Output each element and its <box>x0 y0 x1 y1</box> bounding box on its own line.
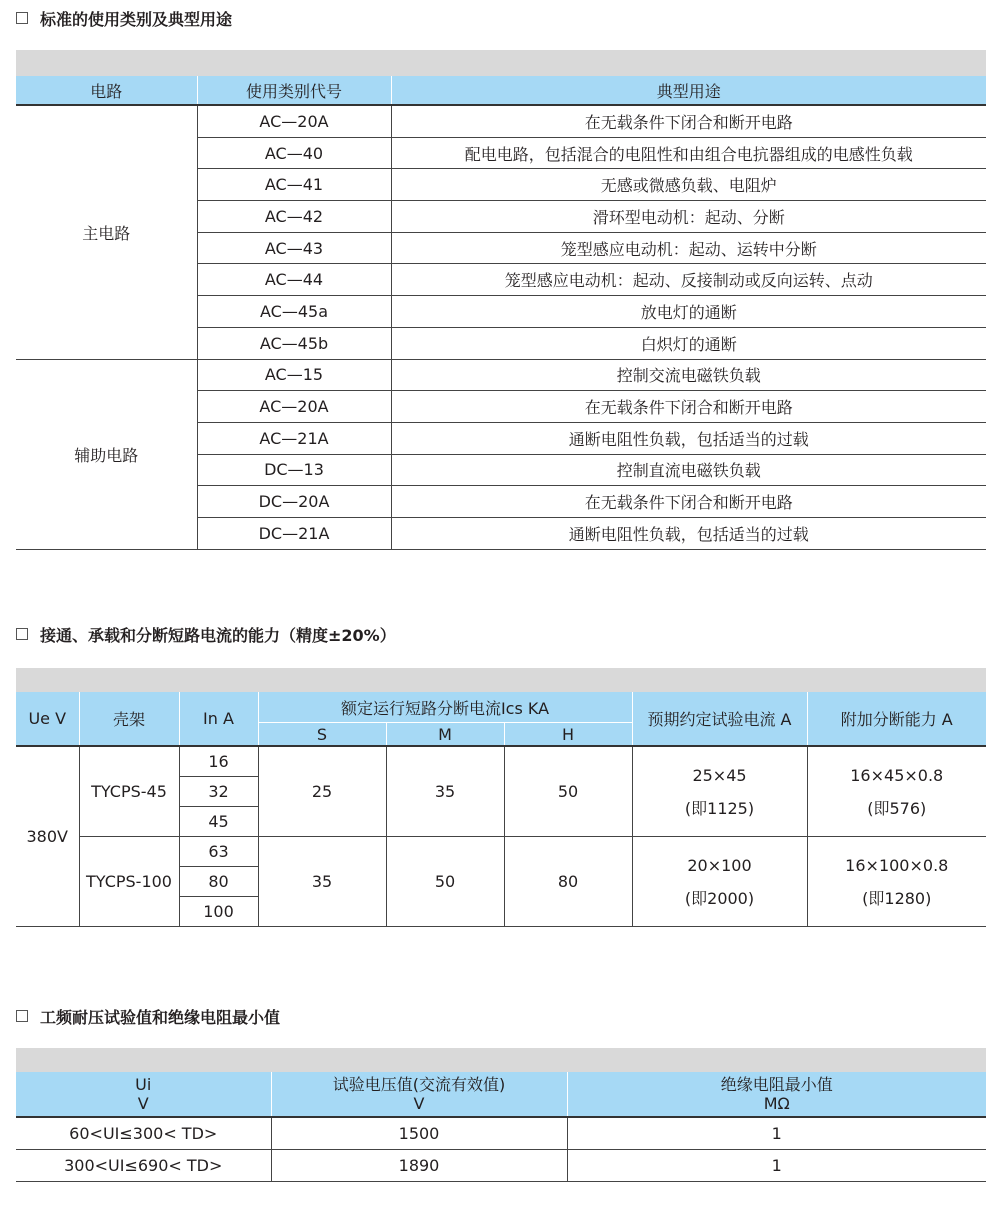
circuit-cell-auxiliary: 辅助电路 <box>16 359 197 549</box>
code-cell: AC—44 <box>197 264 391 296</box>
code-cell: AC—43 <box>197 232 391 264</box>
header-m: M <box>386 723 504 747</box>
h-cell: 80 <box>504 837 632 927</box>
use-cell: 滑环型电动机：起动、分断 <box>391 201 986 233</box>
header-ue: Ue V <box>16 692 79 746</box>
breaking-capacity-table <box>16 692 986 927</box>
code-cell: DC—13 <box>197 454 391 486</box>
frame-cell: TYCPS-100 <box>79 837 179 927</box>
additional-capacity-cell <box>807 837 986 927</box>
current-cell: 32 <box>179 777 258 807</box>
table-row <box>16 1150 986 1182</box>
header-in: In A <box>179 692 258 746</box>
use-cell: 笼型感应电动机：起动、反接制动或反向运转、点动 <box>391 264 986 296</box>
header-test-voltage-label: 试验电压值(交流有效值) <box>332 1075 506 1094</box>
section-title-withstand-voltage <box>16 1004 280 1028</box>
header-h: H <box>504 723 632 747</box>
current-cell: 100 <box>179 897 258 927</box>
additional-formula: 16×45×0.8 <box>850 765 944 785</box>
current-cell: 80 <box>179 867 258 897</box>
table-top-bar <box>16 1048 986 1072</box>
table-top-bar <box>16 668 986 692</box>
current-cell: 16 <box>179 746 258 777</box>
header-typical-use: 典型用途 <box>391 76 986 105</box>
use-cell: 白炽灯的通断 <box>391 327 986 359</box>
use-cell: 通断电阻性负载，包括适当的过载 <box>391 422 986 454</box>
header-rated-breaking: 额定运行短路分断电流Ics KA <box>258 692 632 723</box>
expected-formula: 20×100 <box>687 855 752 875</box>
header-expected-test-current: 预期约定试验电流 A <box>632 692 807 746</box>
checkbox-icon <box>16 12 28 24</box>
additional-result: (即1280) <box>862 888 932 908</box>
use-cell: 在无载条件下闭合和断开电路 <box>391 486 986 518</box>
header-ui <box>16 1072 271 1117</box>
code-cell: AC—45a <box>197 296 391 328</box>
code-cell: AC—41 <box>197 169 391 201</box>
code-cell: AC—40 <box>197 137 391 169</box>
code-cell: DC—20A <box>197 486 391 518</box>
test-voltage-cell: 1890 <box>271 1150 567 1182</box>
ui-cell: 300<UI≤690< TD> <box>16 1150 271 1182</box>
use-cell: 在无载条件下闭合和断开电路 <box>391 391 986 423</box>
header-ui-unit: V <box>137 1094 149 1113</box>
test-voltage-cell: 1500 <box>271 1117 567 1150</box>
use-cell: 放电灯的通断 <box>391 296 986 328</box>
section-title-text: 接通、承载和分断短路电流的能力（精度±20%） <box>40 625 396 645</box>
code-cell: AC—15 <box>197 359 391 391</box>
current-cell: 63 <box>179 837 258 867</box>
code-cell: DC—21A <box>197 517 391 549</box>
use-cell: 在无载条件下闭合和断开电路 <box>391 105 986 137</box>
expected-current-cell <box>632 837 807 927</box>
header-ui-label: Ui <box>135 1075 152 1094</box>
h-cell: 50 <box>504 746 632 837</box>
code-cell: AC—42 <box>197 201 391 233</box>
header-insulation-unit: MΩ <box>763 1094 790 1113</box>
table-row <box>16 746 986 777</box>
code-cell: AC—20A <box>197 391 391 423</box>
code-cell: AC—45b <box>197 327 391 359</box>
expected-result: (即2000) <box>684 888 755 908</box>
withstand-voltage-table <box>16 1072 986 1182</box>
code-cell: AC—20A <box>197 105 391 137</box>
s-cell: 25 <box>258 746 386 837</box>
use-cell: 配电电路，包括混合的电阻性和由组合电抗器组成的电感性负载 <box>391 137 986 169</box>
m-cell: 50 <box>386 837 504 927</box>
use-cell: 无感或微感负载、电阻炉 <box>391 169 986 201</box>
additional-formula: 16×100×0.8 <box>845 855 949 875</box>
ui-cell: 60<UI≤300< TD> <box>16 1117 271 1150</box>
section-title-usage-categories <box>16 6 232 30</box>
s-cell: 35 <box>258 837 386 927</box>
header-additional-breaking: 附加分断能力 A <box>807 692 986 746</box>
m-cell: 35 <box>386 746 504 837</box>
table-row <box>16 837 986 867</box>
usage-category-table <box>16 76 986 550</box>
current-cell: 45 <box>179 807 258 837</box>
table-top-bar <box>16 50 986 76</box>
expected-formula: 25×45 <box>692 765 747 785</box>
table-row <box>16 1117 986 1150</box>
table-header-row <box>16 692 986 723</box>
section-title-breaking-capacity <box>16 622 396 646</box>
frame-cell: TYCPS-45 <box>79 746 179 837</box>
use-cell: 控制直流电磁铁负载 <box>391 454 986 486</box>
header-circuit: 电路 <box>16 76 197 105</box>
section-title-text: 工频耐压试验值和绝缘电阻最小值 <box>40 1007 281 1027</box>
header-insulation-label: 绝缘电阻最小值 <box>720 1075 833 1094</box>
header-frame: 壳架 <box>79 692 179 746</box>
use-cell: 控制交流电磁铁负载 <box>391 359 986 391</box>
header-s: S <box>258 723 386 747</box>
resistance-cell: 1 <box>567 1150 986 1182</box>
checkbox-icon <box>16 628 28 640</box>
header-test-voltage <box>271 1072 567 1117</box>
use-cell: 笼型感应电动机：起动、运转中分断 <box>391 232 986 264</box>
header-test-voltage-unit: V <box>413 1094 425 1113</box>
table-header-row <box>16 1072 986 1117</box>
additional-capacity-cell <box>807 746 986 837</box>
additional-result: (即576) <box>867 798 927 818</box>
header-category-code: 使用类别代号 <box>197 76 391 105</box>
voltage-cell: 380V <box>16 746 79 927</box>
table-header-row <box>16 76 986 105</box>
use-cell: 通断电阻性负载，包括适当的过载 <box>391 517 986 549</box>
section-title-text: 标准的使用类别及典型用途 <box>40 9 233 29</box>
table-row <box>16 359 986 391</box>
code-cell: AC—21A <box>197 422 391 454</box>
resistance-cell: 1 <box>567 1117 986 1150</box>
expected-current-cell <box>632 746 807 837</box>
table-row <box>16 105 986 137</box>
expected-result: (即1125) <box>684 798 755 818</box>
header-insulation-resistance <box>567 1072 986 1117</box>
checkbox-icon <box>16 1010 28 1022</box>
circuit-cell-main: 主电路 <box>16 105 197 359</box>
